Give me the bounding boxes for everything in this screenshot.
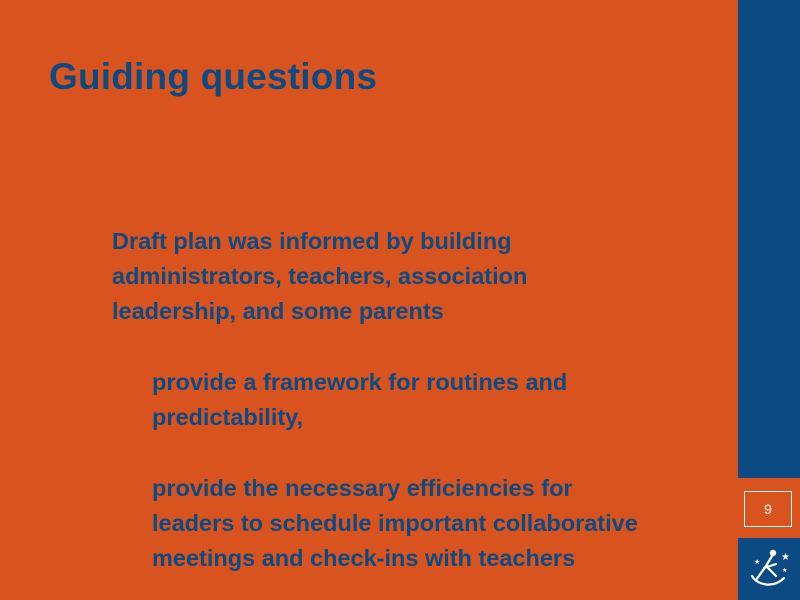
page-number: 9 bbox=[744, 491, 792, 527]
right-sidebar-bar bbox=[738, 0, 800, 478]
slide-title: Guiding questions bbox=[49, 56, 378, 97]
svg-text:★: ★ bbox=[781, 552, 790, 563]
bullet-point-1: provide a framework for routines and predictability, bbox=[152, 369, 568, 430]
organization-logo bbox=[738, 538, 800, 600]
figure-with-stars-logo-icon bbox=[746, 546, 792, 592]
bullet-point-2: provide the necessary efficiencies for leaders to schedule important collaborative meetings and check-ins with teachers bbox=[152, 475, 638, 571]
intro-paragraph: Draft plan was informed by building administrators, teachers, association leadership, and some parents bbox=[112, 228, 528, 324]
svg-text:★: ★ bbox=[754, 558, 761, 566]
svg-text:★: ★ bbox=[782, 567, 788, 574]
